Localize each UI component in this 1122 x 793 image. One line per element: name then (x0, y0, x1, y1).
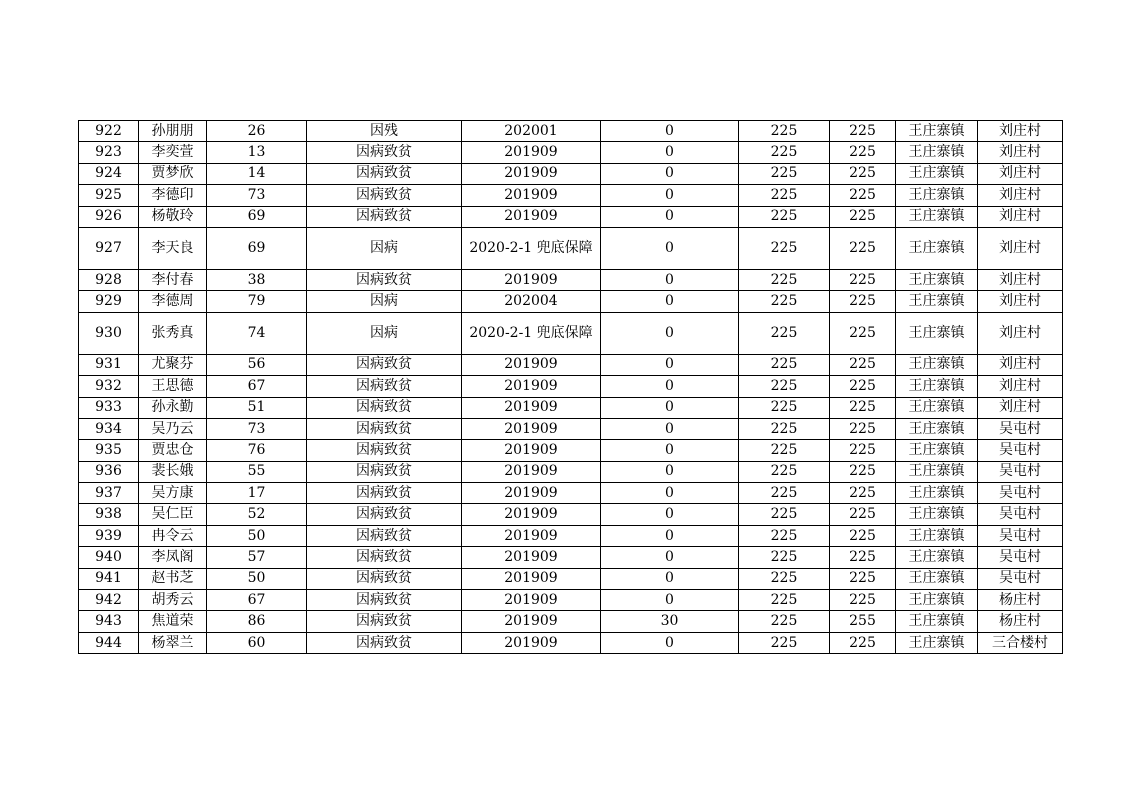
cell-village: 吴屯村 (978, 440, 1063, 461)
cell-person-name: 王思德 (139, 376, 207, 397)
cell-person-name: 李德周 (139, 291, 207, 312)
cell-person-name: 吴乃云 (139, 418, 207, 439)
cell-village: 吴屯村 (978, 547, 1063, 568)
cell-person-name: 吴仁臣 (139, 504, 207, 525)
cell-amount-a: 0 (601, 568, 739, 589)
cell-total-amount: 225 (830, 227, 896, 269)
table-row (79, 397, 1063, 418)
cell-total-amount: 225 (830, 312, 896, 354)
cell-person-name: 李凤阁 (139, 547, 207, 568)
cell-person-name: 焦道荣 (139, 611, 207, 632)
cell-age: 69 (207, 206, 307, 227)
cell-town: 王庄寨镇 (896, 185, 978, 206)
cell-age: 67 (207, 376, 307, 397)
cell-age: 52 (207, 504, 307, 525)
table-row (79, 632, 1063, 653)
cell-town: 王庄寨镇 (896, 440, 978, 461)
cell-town: 王庄寨镇 (896, 461, 978, 482)
cell-amount-a: 30 (601, 611, 739, 632)
cell-amount-b: 225 (739, 121, 830, 142)
cell-enroll-date: 201909 (462, 142, 601, 163)
cell-enroll-date: 201909 (462, 611, 601, 632)
cell-amount-b: 225 (739, 163, 830, 184)
cell-row-number: 943 (79, 611, 139, 632)
cell-amount-b: 225 (739, 461, 830, 482)
cell-amount-a: 0 (601, 227, 739, 269)
cell-row-number: 929 (79, 291, 139, 312)
table-row (79, 227, 1063, 269)
cell-enroll-date: 201909 (462, 397, 601, 418)
cell-person-name: 孙永勤 (139, 397, 207, 418)
cell-total-amount: 225 (830, 376, 896, 397)
table-row (79, 611, 1063, 632)
cell-poverty-cause: 因病致贫 (307, 269, 462, 290)
cell-town: 王庄寨镇 (896, 121, 978, 142)
cell-amount-a: 0 (601, 504, 739, 525)
cell-amount-a: 0 (601, 121, 739, 142)
cell-person-name: 杨敬玲 (139, 206, 207, 227)
cell-poverty-cause: 因病致贫 (307, 568, 462, 589)
cell-amount-a: 0 (601, 312, 739, 354)
cell-town: 王庄寨镇 (896, 568, 978, 589)
cell-village: 杨庄村 (978, 590, 1063, 611)
cell-amount-b: 225 (739, 312, 830, 354)
cell-town: 王庄寨镇 (896, 547, 978, 568)
cell-total-amount: 225 (830, 142, 896, 163)
table-row (79, 504, 1063, 525)
cell-person-name: 赵书芝 (139, 568, 207, 589)
cell-poverty-cause: 因残 (307, 121, 462, 142)
cell-poverty-cause: 因病致贫 (307, 525, 462, 546)
cell-amount-a: 0 (601, 142, 739, 163)
cell-row-number: 934 (79, 418, 139, 439)
cell-enroll-date: 202001 (462, 121, 601, 142)
cell-amount-b: 225 (739, 269, 830, 290)
cell-row-number: 923 (79, 142, 139, 163)
cell-village: 吴屯村 (978, 461, 1063, 482)
cell-amount-a: 0 (601, 418, 739, 439)
cell-poverty-cause: 因病致贫 (307, 547, 462, 568)
cell-age: 57 (207, 547, 307, 568)
cell-enroll-date: 201909 (462, 376, 601, 397)
cell-poverty-cause: 因病致贫 (307, 206, 462, 227)
cell-enroll-date: 201909 (462, 206, 601, 227)
cell-age: 50 (207, 525, 307, 546)
cell-town: 王庄寨镇 (896, 590, 978, 611)
cell-poverty-cause: 因病致贫 (307, 354, 462, 375)
cell-town: 王庄寨镇 (896, 206, 978, 227)
cell-enroll-date: 201909 (462, 547, 601, 568)
cell-total-amount: 225 (830, 590, 896, 611)
cell-village: 三合楼村 (978, 632, 1063, 653)
cell-enroll-date: 201909 (462, 185, 601, 206)
cell-person-name: 吴方康 (139, 483, 207, 504)
cell-person-name: 尤聚芬 (139, 354, 207, 375)
cell-amount-a: 0 (601, 440, 739, 461)
cell-enroll-date: 201909 (462, 440, 601, 461)
cell-town: 王庄寨镇 (896, 142, 978, 163)
cell-amount-b: 225 (739, 418, 830, 439)
cell-amount-b: 225 (739, 611, 830, 632)
cell-amount-b: 225 (739, 547, 830, 568)
cell-total-amount: 225 (830, 206, 896, 227)
cell-amount-a: 0 (601, 483, 739, 504)
table-row (79, 269, 1063, 290)
cell-town: 王庄寨镇 (896, 312, 978, 354)
cell-poverty-cause: 因病 (307, 312, 462, 354)
cell-total-amount: 225 (830, 525, 896, 546)
cell-row-number: 941 (79, 568, 139, 589)
cell-poverty-cause: 因病致贫 (307, 611, 462, 632)
table-row (79, 142, 1063, 163)
table-row (79, 568, 1063, 589)
cell-town: 王庄寨镇 (896, 397, 978, 418)
cell-amount-b: 225 (739, 632, 830, 653)
cell-village: 刘庄村 (978, 312, 1063, 354)
cell-amount-b: 225 (739, 525, 830, 546)
cell-village: 刘庄村 (978, 376, 1063, 397)
cell-amount-b: 225 (739, 291, 830, 312)
cell-village: 刘庄村 (978, 397, 1063, 418)
cell-row-number: 939 (79, 525, 139, 546)
cell-village: 刘庄村 (978, 121, 1063, 142)
cell-total-amount: 225 (830, 440, 896, 461)
cell-total-amount: 225 (830, 547, 896, 568)
cell-total-amount: 225 (830, 632, 896, 653)
cell-amount-a: 0 (601, 291, 739, 312)
cell-age: 50 (207, 568, 307, 589)
cell-enroll-date: 201909 (462, 504, 601, 525)
cell-poverty-cause: 因病致贫 (307, 142, 462, 163)
cell-poverty-cause: 因病致贫 (307, 185, 462, 206)
cell-town: 王庄寨镇 (896, 525, 978, 546)
cell-village: 吴屯村 (978, 483, 1063, 504)
cell-enroll-date: 201909 (462, 269, 601, 290)
cell-person-name: 杨翠兰 (139, 632, 207, 653)
cell-row-number: 936 (79, 461, 139, 482)
cell-age: 14 (207, 163, 307, 184)
cell-age: 55 (207, 461, 307, 482)
cell-total-amount: 225 (830, 568, 896, 589)
cell-row-number: 926 (79, 206, 139, 227)
cell-amount-a: 0 (601, 590, 739, 611)
cell-poverty-cause: 因病致贫 (307, 163, 462, 184)
cell-village: 刘庄村 (978, 142, 1063, 163)
cell-town: 王庄寨镇 (896, 504, 978, 525)
cell-poverty-cause: 因病致贫 (307, 397, 462, 418)
cell-enroll-date: 201909 (462, 163, 601, 184)
cell-village: 吴屯村 (978, 504, 1063, 525)
cell-row-number: 925 (79, 185, 139, 206)
cell-town: 王庄寨镇 (896, 483, 978, 504)
cell-town: 王庄寨镇 (896, 376, 978, 397)
cell-age: 69 (207, 227, 307, 269)
cell-age: 17 (207, 483, 307, 504)
cell-enroll-date: 202004 (462, 291, 601, 312)
cell-amount-b: 225 (739, 206, 830, 227)
cell-poverty-cause: 因病致贫 (307, 632, 462, 653)
cell-poverty-cause: 因病致贫 (307, 440, 462, 461)
cell-row-number: 935 (79, 440, 139, 461)
cell-village: 吴屯村 (978, 525, 1063, 546)
cell-age: 76 (207, 440, 307, 461)
cell-poverty-cause: 因病致贫 (307, 376, 462, 397)
cell-row-number: 938 (79, 504, 139, 525)
cell-village: 吴屯村 (978, 418, 1063, 439)
table-row (79, 376, 1063, 397)
cell-amount-b: 225 (739, 440, 830, 461)
cell-total-amount: 225 (830, 291, 896, 312)
cell-row-number: 927 (79, 227, 139, 269)
data-table (78, 120, 1063, 654)
table-body (79, 121, 1063, 654)
cell-person-name: 裴长娥 (139, 461, 207, 482)
cell-town: 王庄寨镇 (896, 269, 978, 290)
cell-row-number: 922 (79, 121, 139, 142)
table-row (79, 354, 1063, 375)
cell-age: 26 (207, 121, 307, 142)
cell-person-name: 冉令云 (139, 525, 207, 546)
cell-poverty-cause: 因病 (307, 227, 462, 269)
cell-total-amount: 225 (830, 397, 896, 418)
cell-enroll-date: 201909 (462, 483, 601, 504)
cell-poverty-cause: 因病致贫 (307, 504, 462, 525)
cell-village: 刘庄村 (978, 291, 1063, 312)
cell-total-amount: 225 (830, 163, 896, 184)
cell-village: 刘庄村 (978, 206, 1063, 227)
cell-total-amount: 225 (830, 185, 896, 206)
table-row (79, 525, 1063, 546)
cell-amount-a: 0 (601, 632, 739, 653)
cell-row-number: 928 (79, 269, 139, 290)
cell-amount-a: 0 (601, 354, 739, 375)
cell-amount-a: 0 (601, 185, 739, 206)
cell-person-name: 李奕萱 (139, 142, 207, 163)
cell-row-number: 930 (79, 312, 139, 354)
cell-total-amount: 225 (830, 418, 896, 439)
cell-amount-a: 0 (601, 547, 739, 568)
cell-row-number: 940 (79, 547, 139, 568)
table-row (79, 547, 1063, 568)
cell-amount-b: 225 (739, 504, 830, 525)
cell-amount-b: 225 (739, 590, 830, 611)
cell-amount-a: 0 (601, 206, 739, 227)
cell-age: 13 (207, 142, 307, 163)
cell-amount-b: 225 (739, 397, 830, 418)
cell-town: 王庄寨镇 (896, 354, 978, 375)
cell-village: 刘庄村 (978, 269, 1063, 290)
cell-age: 38 (207, 269, 307, 290)
cell-amount-a: 0 (601, 461, 739, 482)
cell-age: 67 (207, 590, 307, 611)
cell-age: 60 (207, 632, 307, 653)
cell-village: 刘庄村 (978, 354, 1063, 375)
cell-row-number: 931 (79, 354, 139, 375)
cell-enroll-date: 201909 (462, 418, 601, 439)
cell-poverty-cause: 因病致贫 (307, 461, 462, 482)
table-row (79, 440, 1063, 461)
cell-enroll-date: 201909 (462, 568, 601, 589)
cell-age: 74 (207, 312, 307, 354)
cell-person-name: 贾忠仓 (139, 440, 207, 461)
cell-person-name: 贾梦欣 (139, 163, 207, 184)
cell-enroll-date: 2020-2-1 兜底保障 (462, 227, 601, 269)
table-row (79, 418, 1063, 439)
table-row (79, 185, 1063, 206)
cell-person-name: 胡秀云 (139, 590, 207, 611)
cell-total-amount: 225 (830, 483, 896, 504)
cell-total-amount: 225 (830, 269, 896, 290)
cell-person-name: 李付春 (139, 269, 207, 290)
cell-total-amount: 225 (830, 121, 896, 142)
cell-town: 王庄寨镇 (896, 611, 978, 632)
cell-enroll-date: 201909 (462, 632, 601, 653)
cell-town: 王庄寨镇 (896, 291, 978, 312)
cell-village: 杨庄村 (978, 611, 1063, 632)
cell-age: 86 (207, 611, 307, 632)
cell-village: 刘庄村 (978, 227, 1063, 269)
table-row (79, 163, 1063, 184)
cell-person-name: 孙朋朋 (139, 121, 207, 142)
table-row (79, 312, 1063, 354)
cell-town: 王庄寨镇 (896, 632, 978, 653)
cell-row-number: 932 (79, 376, 139, 397)
table-row (79, 206, 1063, 227)
cell-total-amount: 225 (830, 461, 896, 482)
cell-age: 73 (207, 418, 307, 439)
cell-amount-a: 0 (601, 525, 739, 546)
cell-person-name: 李天良 (139, 227, 207, 269)
cell-age: 51 (207, 397, 307, 418)
cell-age: 79 (207, 291, 307, 312)
cell-enroll-date: 201909 (462, 354, 601, 375)
cell-poverty-cause: 因病致贫 (307, 418, 462, 439)
cell-total-amount: 225 (830, 504, 896, 525)
cell-age: 73 (207, 185, 307, 206)
table-row (79, 291, 1063, 312)
cell-row-number: 937 (79, 483, 139, 504)
table-row (79, 121, 1063, 142)
cell-row-number: 933 (79, 397, 139, 418)
cell-row-number: 942 (79, 590, 139, 611)
cell-amount-b: 225 (739, 568, 830, 589)
cell-enroll-date: 201909 (462, 525, 601, 546)
cell-amount-b: 225 (739, 483, 830, 504)
cell-amount-b: 225 (739, 227, 830, 269)
cell-amount-b: 225 (739, 354, 830, 375)
cell-amount-b: 225 (739, 142, 830, 163)
cell-village: 刘庄村 (978, 163, 1063, 184)
cell-total-amount: 255 (830, 611, 896, 632)
cell-village: 刘庄村 (978, 185, 1063, 206)
table-row (79, 483, 1063, 504)
cell-amount-a: 0 (601, 269, 739, 290)
cell-person-name: 张秀真 (139, 312, 207, 354)
cell-poverty-cause: 因病致贫 (307, 483, 462, 504)
table-row (79, 590, 1063, 611)
cell-town: 王庄寨镇 (896, 227, 978, 269)
table-row (79, 461, 1063, 482)
cell-total-amount: 225 (830, 354, 896, 375)
cell-amount-b: 225 (739, 185, 830, 206)
cell-amount-a: 0 (601, 397, 739, 418)
cell-amount-a: 0 (601, 376, 739, 397)
cell-enroll-date: 201909 (462, 461, 601, 482)
cell-person-name: 李德印 (139, 185, 207, 206)
cell-row-number: 944 (79, 632, 139, 653)
cell-town: 王庄寨镇 (896, 418, 978, 439)
cell-enroll-date: 2020-2-1 兜底保障 (462, 312, 601, 354)
cell-enroll-date: 201909 (462, 590, 601, 611)
cell-poverty-cause: 因病 (307, 291, 462, 312)
cell-town: 王庄寨镇 (896, 163, 978, 184)
cell-amount-a: 0 (601, 163, 739, 184)
cell-age: 56 (207, 354, 307, 375)
cell-row-number: 924 (79, 163, 139, 184)
cell-village: 吴屯村 (978, 568, 1063, 589)
cell-amount-b: 225 (739, 376, 830, 397)
cell-poverty-cause: 因病致贫 (307, 590, 462, 611)
